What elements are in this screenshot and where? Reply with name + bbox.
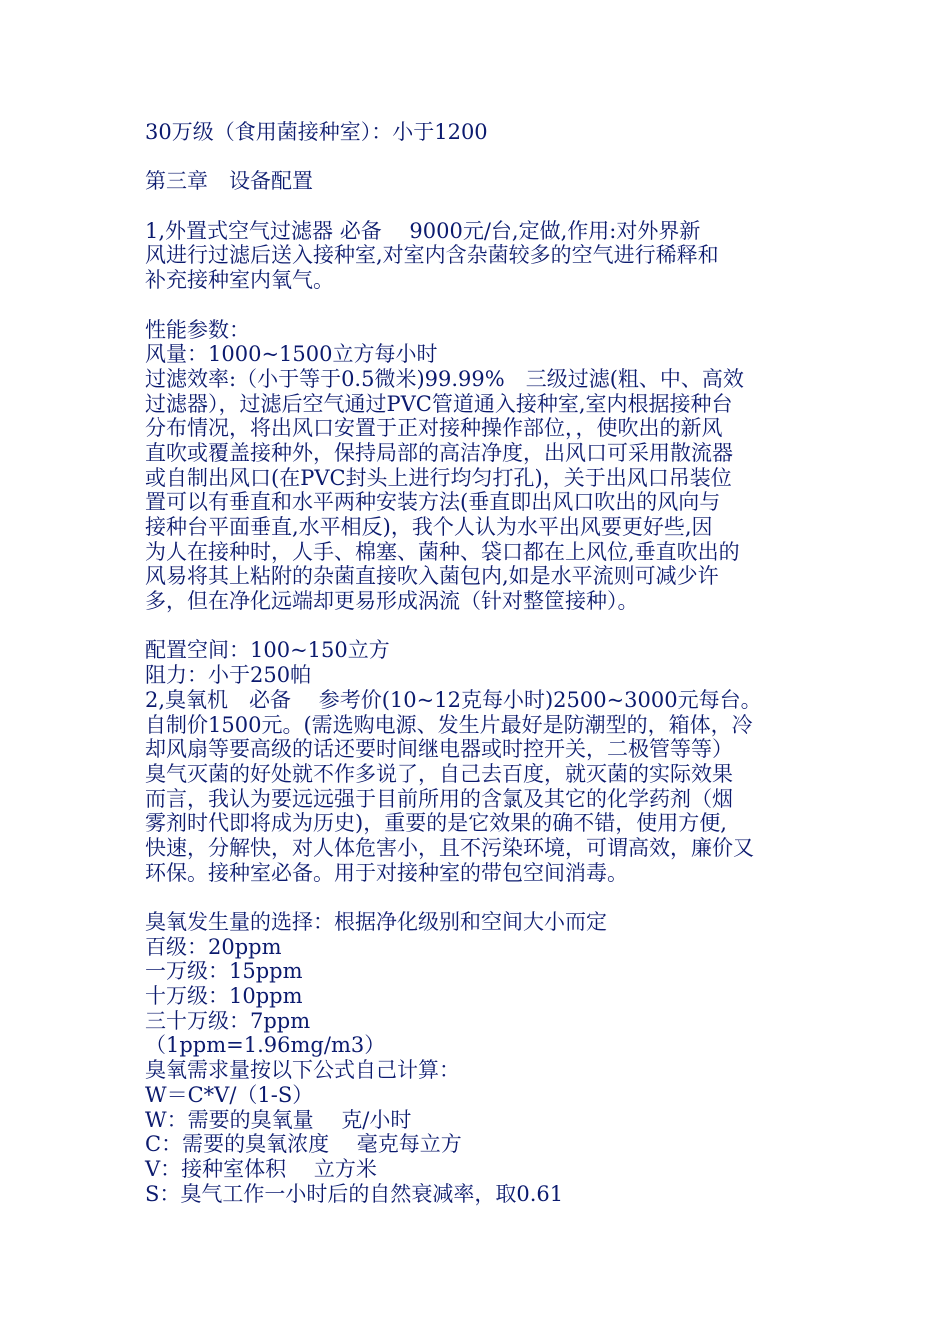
text-line: W＝C*V/（1-S） xyxy=(145,1082,314,1107)
text-line: 直吹或覆盖接种外，保持局部的高洁净度，出风口可采用散流器 xyxy=(145,440,733,465)
text-line: C：需要的臭氧浓度 毫克每立方 xyxy=(145,1132,462,1157)
text-line: 置可以有垂直和水平两种安装方法(垂直即出风口吹出的风向与 xyxy=(145,490,721,515)
text-line: 自制价1500元。(需选购电源、发生片最好是防潮型的，箱体，冷 xyxy=(145,712,753,737)
text-line: 百级：20ppm xyxy=(145,934,282,959)
text-line: 快速，分解快，对人体危害小，且不污染环境，可谓高效，廉价又 xyxy=(145,835,754,860)
text-line: 1,外置式空气过滤器 必备 9000元/台,定做,作用:对外界新 xyxy=(145,218,701,243)
paragraph xyxy=(145,318,810,614)
text-line: 2,臭氧机 必备 参考价(10~12克每小时)2500~3000元每台。 xyxy=(145,687,762,712)
text-line: 而言，我认为要远远强于目前所用的含氯及其它的化学药剂（烟 xyxy=(145,786,733,811)
text-line: 配置空间：100~150立方 xyxy=(145,638,390,663)
text-line: 臭氧需求量按以下公式自己计算： xyxy=(145,1058,460,1083)
text-line: 性能参数： xyxy=(145,317,250,342)
text-line: 或自制出风口(在PVC封头上进行均匀打孔)，关于出风口吊装位 xyxy=(145,465,732,490)
paragraph xyxy=(145,120,810,145)
text-line: W：需要的臭氧量 克/小时 xyxy=(145,1107,412,1132)
text-line: 三十万级：7ppm xyxy=(145,1008,311,1033)
text-line: 臭氧发生量的选择：根据净化级别和空间大小而定 xyxy=(145,910,607,934)
text-line: 却风扇等要高级的话还要时间继电器或时控开关，二极管等等） xyxy=(145,737,733,762)
text-line: 阻力：小于250帕 xyxy=(145,663,312,688)
text-line: V：接种室体积 立方米 xyxy=(145,1156,377,1181)
text-line: 30万级（食用菌接种室）：小于1200 xyxy=(145,120,488,144)
paragraph xyxy=(145,219,810,293)
text-line: 一万级：15ppm xyxy=(145,959,303,984)
paragraph-gap xyxy=(145,194,810,219)
text-line: （1ppm=1.96mg/m3） xyxy=(145,1033,386,1058)
text-line: 分布情况，将出风口安置于正对接种操作部位，，使吹出的新风 xyxy=(145,416,723,441)
text-line: 为人在接种时，人手、棉塞、菌种、袋口都在上风位,垂直吹出的 xyxy=(145,539,740,564)
text-line: 十万级：10ppm xyxy=(145,984,303,1009)
paragraph-gap xyxy=(145,885,810,910)
text-line: 风易将其上粘附的杂菌直接吹入菌包内,如是水平流则可减少许 xyxy=(145,564,719,589)
text-line: 接种台平面垂直,水平相反)，我个人认为水平出风要更好些,因 xyxy=(145,515,713,539)
paragraph-gap xyxy=(145,293,810,318)
text-line: 雾剂时代即将成为历史)，重要的是它效果的确不错，使用方便, xyxy=(145,811,727,836)
text-line: 补充接种室内氧气。 xyxy=(145,268,334,293)
text-line: 风进行过滤后送入接种室,对室内含杂菌较多的空气进行稀释和 xyxy=(145,243,719,268)
paragraph xyxy=(145,638,810,885)
text-line: 臭气灭菌的好处就不作多说了，自己去百度，就灭菌的实际效果 xyxy=(145,761,733,786)
paragraph xyxy=(145,910,810,1206)
paragraph-gap xyxy=(145,145,810,170)
text-line: 多，但在净化远端却更易形成涡流（针对整筐接种）。 xyxy=(145,589,639,614)
paragraph-gap xyxy=(145,614,810,639)
text-line: 过滤效率:（小于等于0.5微米)99.99% 三级过滤(粗、中、高效 xyxy=(145,366,744,391)
text-line: 第三章 设备配置 xyxy=(145,169,313,194)
text-line: 环保。接种室必备。用于对接种室的带包空间消毒。 xyxy=(145,860,628,885)
text-line: 过滤器），过滤后空气通过PVC管道通入接种室,室内根据接种台 xyxy=(145,391,733,416)
text-line: S：臭气工作一小时后的自然衰减率，取0.61 xyxy=(145,1181,564,1206)
text-line: 风量：1000~1500立方每小时 xyxy=(145,342,438,367)
paragraph xyxy=(145,169,810,194)
document-page xyxy=(145,120,810,1206)
